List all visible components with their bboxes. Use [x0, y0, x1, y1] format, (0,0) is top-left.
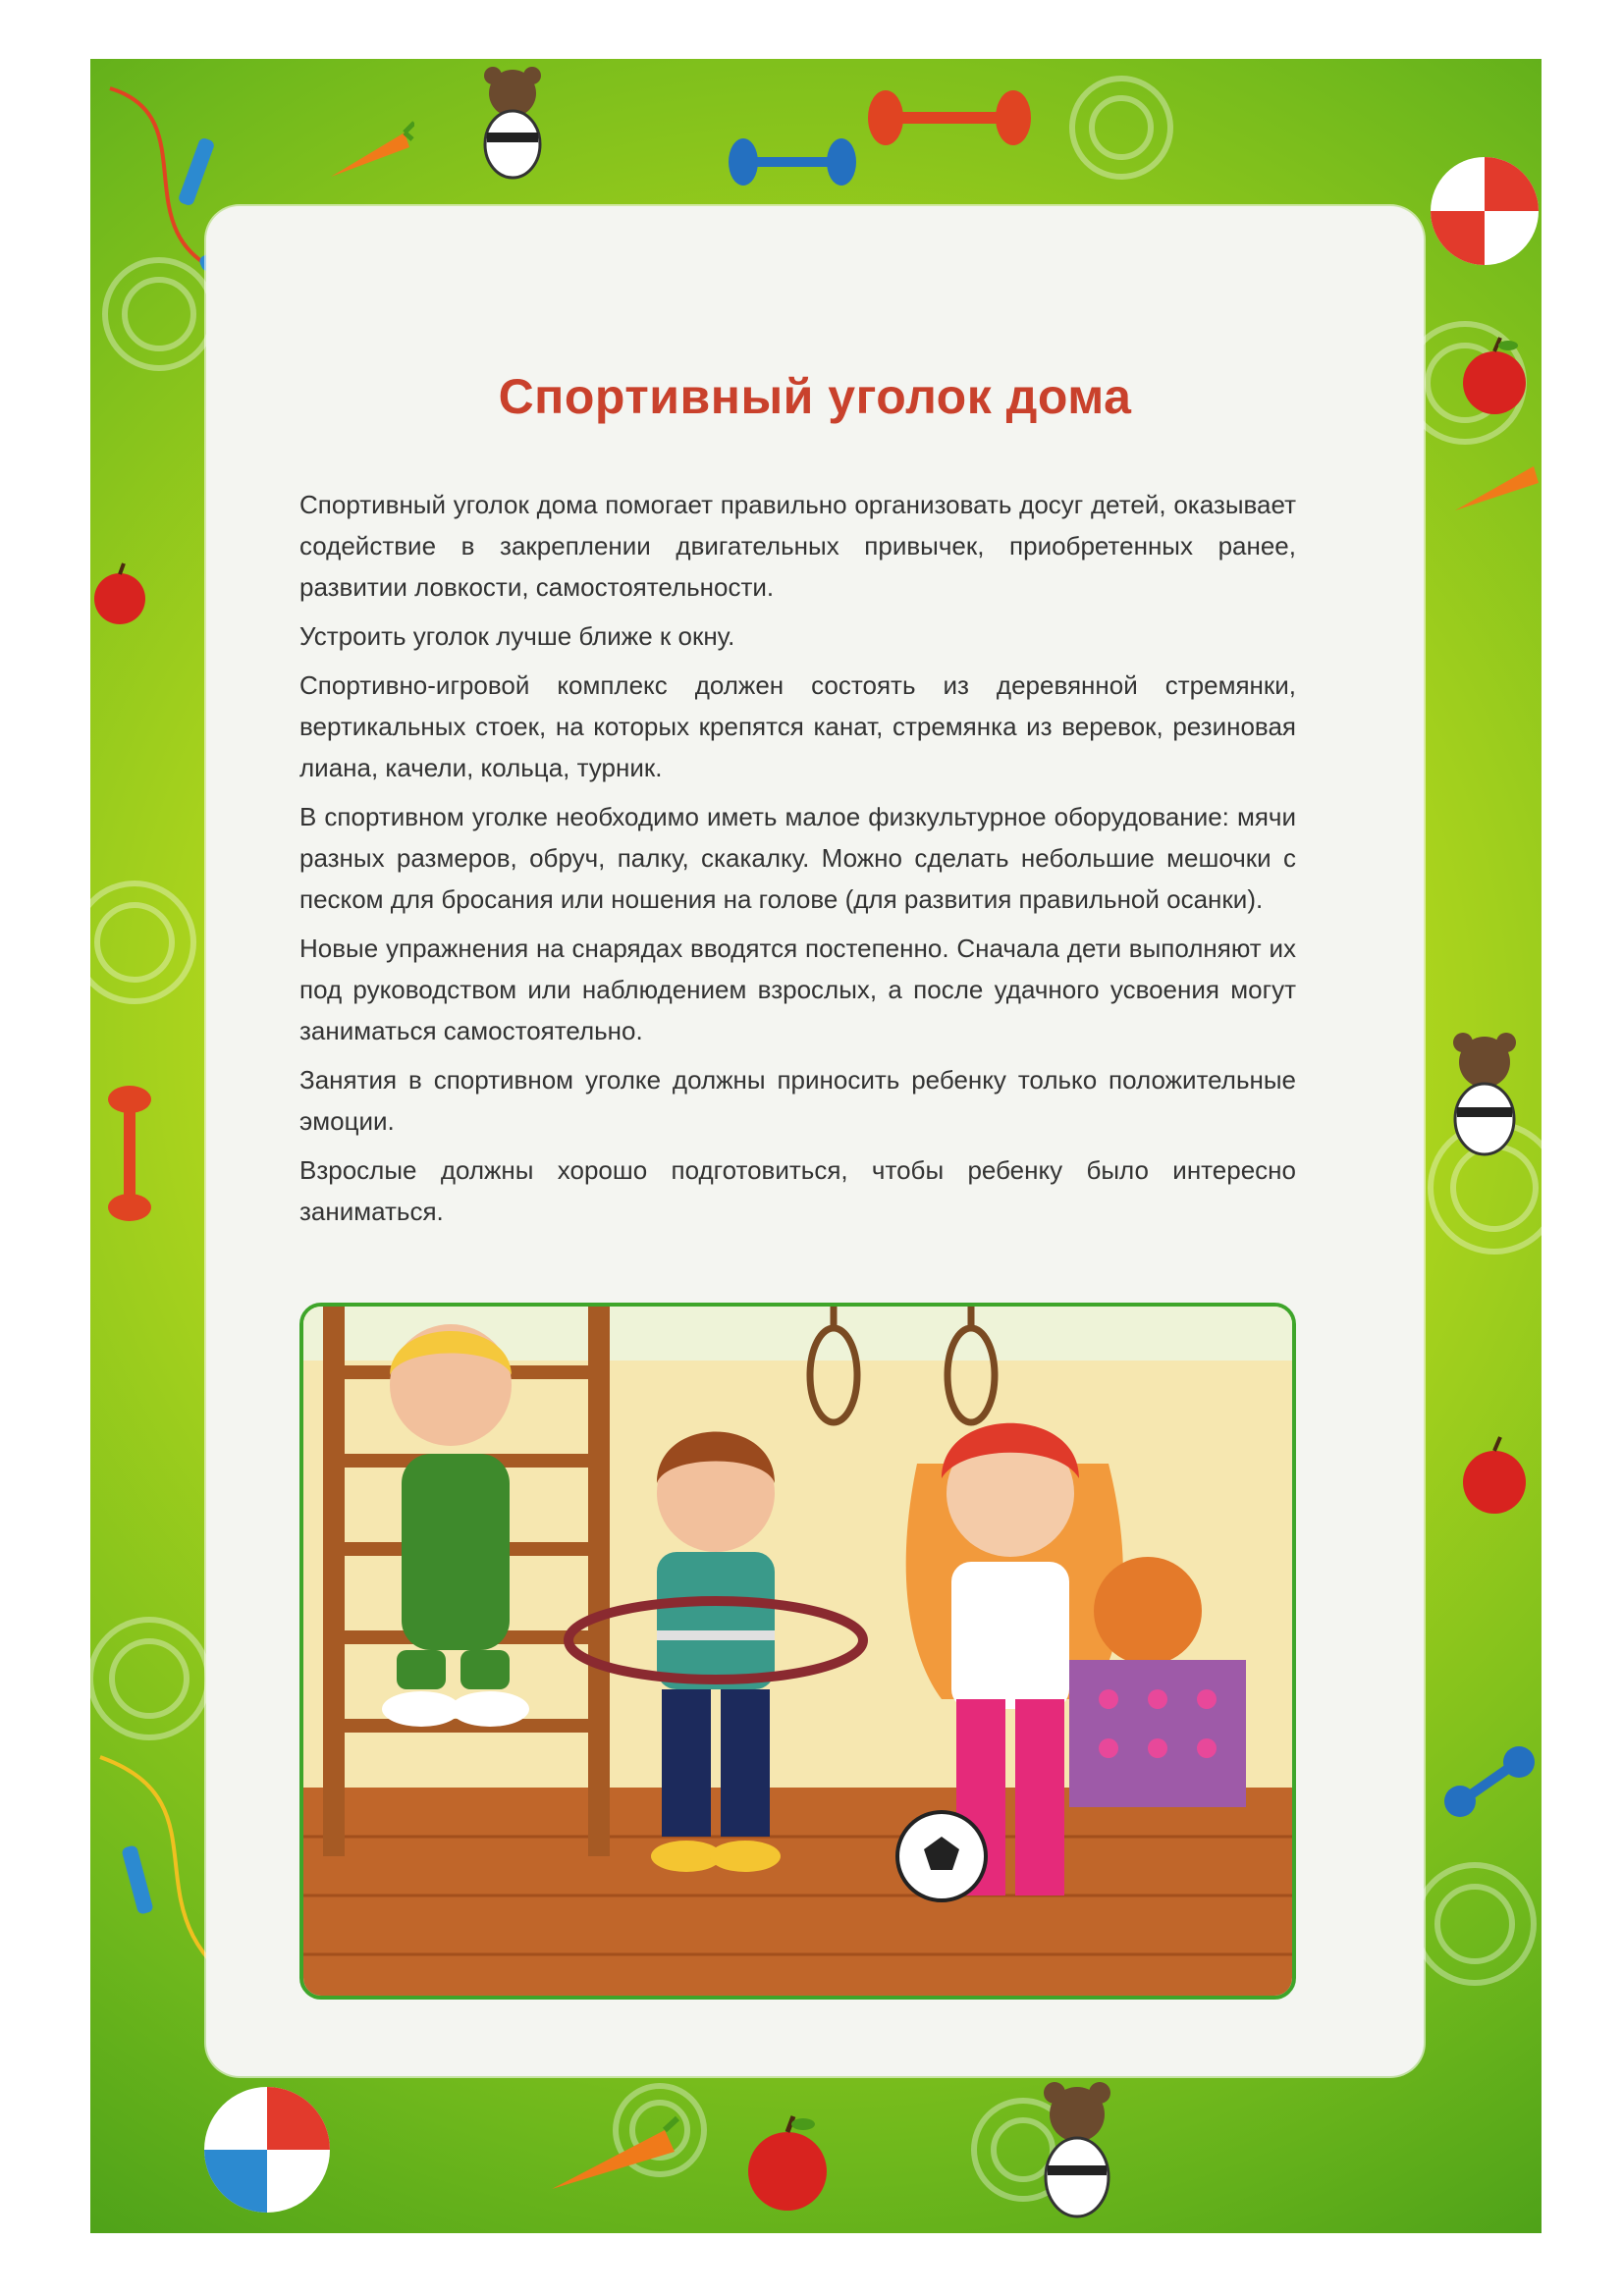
content-panel [206, 206, 1424, 2076]
beach-ball-icon [1426, 152, 1542, 270]
dumbbell-icon [1435, 1728, 1542, 1836]
poster-frame [90, 59, 1542, 2233]
dumbbell-icon [856, 79, 1043, 157]
teddy-bear-icon [1023, 2081, 1131, 2228]
paragraph: Спортивно-игровой комплекс должен состоять из деревянной стремянки, вертикальных стоек, на которых крепятся канат, стремянка из веревок, резиновая лиана, качели, кольца, турник. [299, 670, 1296, 782]
paragraph: Взрослые должны хорошо подготовиться, чтобы ребенку было интересно заниматься. [299, 1155, 1296, 1226]
page-title: Спортивный уголок дома [498, 369, 1132, 424]
carrot-icon [326, 118, 414, 187]
dumbbell-icon [719, 128, 866, 196]
basketball [1094, 1557, 1202, 1665]
illustration-drawing [303, 1307, 1292, 1996]
carrot-icon [542, 2110, 679, 2199]
toy-cube [1069, 1660, 1246, 1807]
teddy-bear-icon [1435, 1031, 1534, 1168]
sports-corner-illustration [299, 1303, 1296, 2000]
paragraph: Новые упражнения на снарядах вводятся постепенно. Сначала дети выполняют их под руководством или наблюдением взрослых, а после удачного усвоения могут заниматься самостоятельно. [299, 934, 1296, 1045]
carrot-icon [1445, 452, 1542, 520]
apple-icon [1455, 334, 1534, 417]
paragraph: Занятия в спортивном уголке должны приносить ребенку только положительные эмоции. [299, 1065, 1296, 1136]
apple-icon [1455, 1433, 1534, 1517]
dumbbell-icon [90, 1080, 169, 1227]
beach-ball-icon [198, 2081, 336, 2218]
teddy-bear-icon [463, 64, 562, 191]
apple-icon [738, 2110, 837, 2218]
paragraph: Устроить уголок лучше ближе к окну. [299, 621, 735, 651]
article-body [299, 484, 1296, 1240]
paragraph: Спортивный уголок дома помогает правильно организовать досуг детей, оказывает содействие в закреплении двигательных привычек, приобретенных ранее, развитии ловкости, самостоятельности. [299, 490, 1296, 602]
paragraph: В спортивном уголке необходимо иметь малое физкультурное оборудование: мячи разных размеров, обруч, палку, скакалку. Можно сделать небольшие мешочки с песком для бросания или ношения на голове (для развития правильной осанки). [299, 802, 1296, 914]
apple-icon [90, 560, 149, 628]
